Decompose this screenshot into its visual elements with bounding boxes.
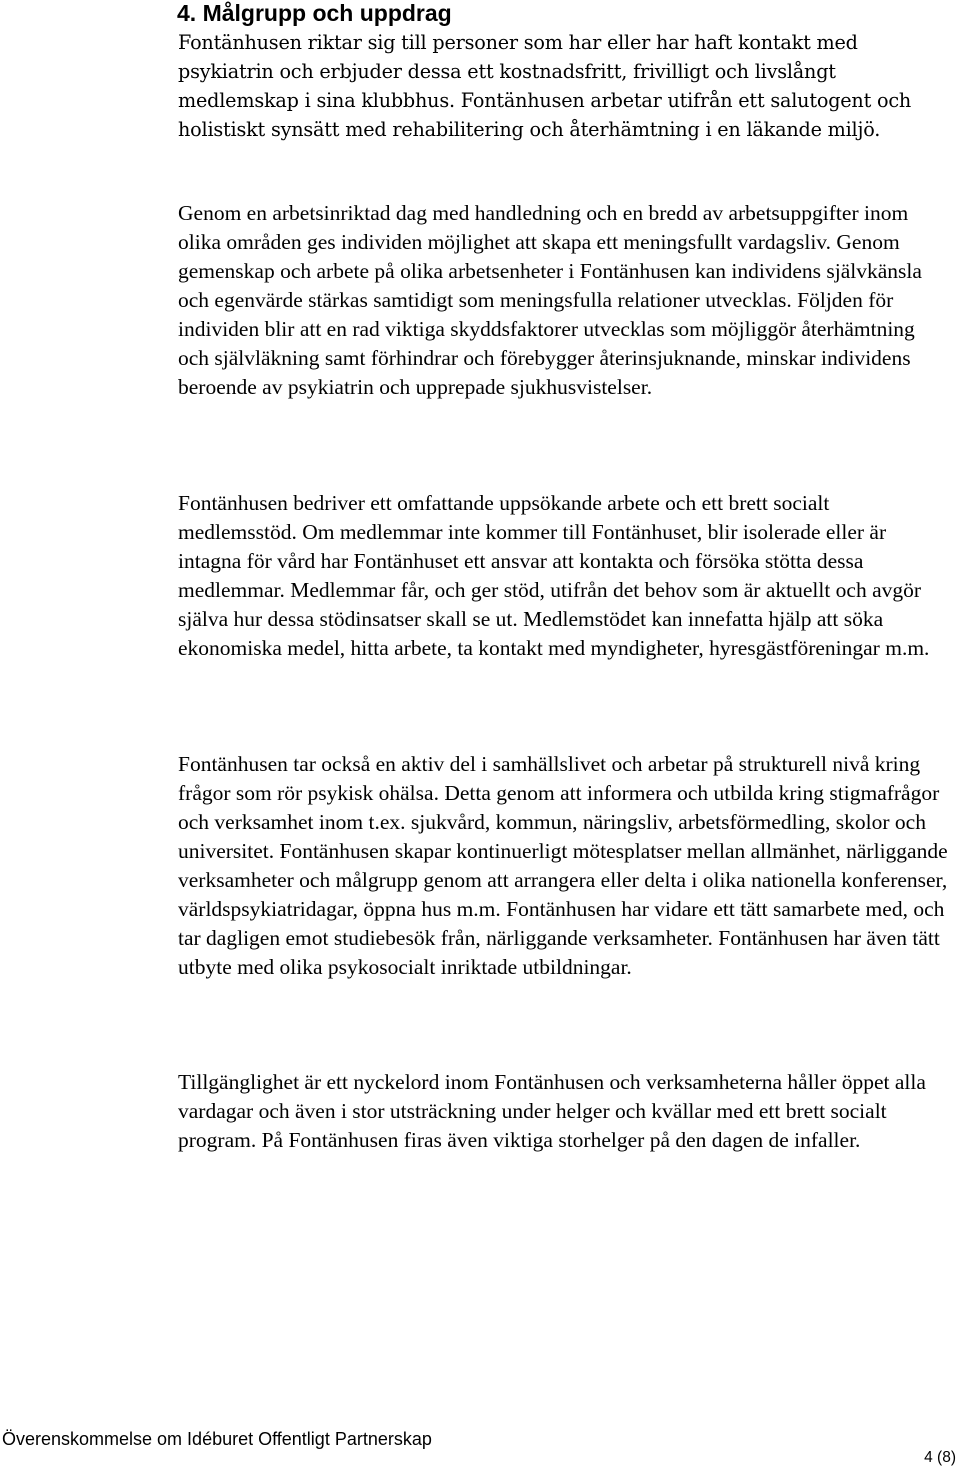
footer-page-number: 4 (8) <box>924 1449 956 1466</box>
paragraph-societal-role: Fontänhusen tar också en aktiv del i samhällslivet och arbetar på strukturell nivå kring frågor som rör psykisk ohälsa. Detta genom att informera och utbilda kring stigmafrågor och verksamhet inom t.ex. sjukvård, kommun, näringsliv, arbetsförmedling, skolor och universitet. Fontänhusen skapar kontinuerligt mötesplatser mellan allmänhet, närliggande verksamheter och målgrupp genom att arrangera eller delta i olika nationella konferenser, världspsykiatridagar, öppna hus m.m. Fontänhusen har vidare ett tätt samarbete med, och tar dagligen emot studiebesök från, närliggande verksamheter. Fontänhusen har även tätt utbyte med olika psykosocialt inriktade utbildningar. <box>178 752 948 979</box>
paragraph-target-group: Fontänhusen riktar sig till personer som har eller har haft kontakt med psykiatrin och erbjuder dessa ett kostnadsfritt, frivilligt och livslångt medlemskap i sina klubbhus. Fontänhusen arbetar utifrån ett salutogent och holistiskt synsätt med rehabilitering och återhämtning i en läkande miljö. <box>178 31 912 141</box>
paragraph-outreach: Fontänhusen bedriver ett omfattande uppsökande arbete och ett brett socialt medlemsstöd. Om medlemmar inte kommer till Fontänhuset, blir isolerade eller är intagna för vård har Fontänhuset ett ansvar att kontakta och försöka stötta dessa medlemmar. Medlemmar får, och ger stöd, utifrån det behov som är aktuellt och avgör själva hur dessa stödinsatser skall se ut. Medlemstödet kan innefatta hjälp att söka ekonomiska medel, hitta arbete, ta kontakt med myndigheter, hyresgästföreningar m.m. <box>178 491 930 660</box>
paragraph-accessibility: Tillgänglighet är ett nyckelord inom Fontänhusen och verksamheterna håller öppet alla vardagar och även i stor utsträckning under helger och kvällar med ett brett socialt program. På Fontänhusen firas även viktiga storhelger på den dagen de infaller. <box>178 1070 926 1152</box>
footer-document-title: Överenskommelse om Idéburet Offentligt Partnerskap <box>2 1429 432 1449</box>
section-heading: 4. Målgrupp och uppdrag <box>177 0 452 26</box>
paragraph-work-oriented-day: Genom en arbetsinriktad dag med handledning och en bredd av arbetsuppgifter inom olika områden ges individen möjlighet att skapa ett meningsfullt vardagsliv. Genom gemenskap och arbete på olika arbetsenheter i Fontänhusen kan individens självkänsla och egenvärde stärkas samtidigt som meningsfulla relationer utvecklas. Följden för individen blir att en rad viktiga skyddsfaktorer utvecklas som möjliggör återhämtning och självläkning samt förhindrar och förebygger återinsjuknande, minskar individens beroende av psykiatrin och upprepade sjukhusvistelser. <box>178 201 922 399</box>
